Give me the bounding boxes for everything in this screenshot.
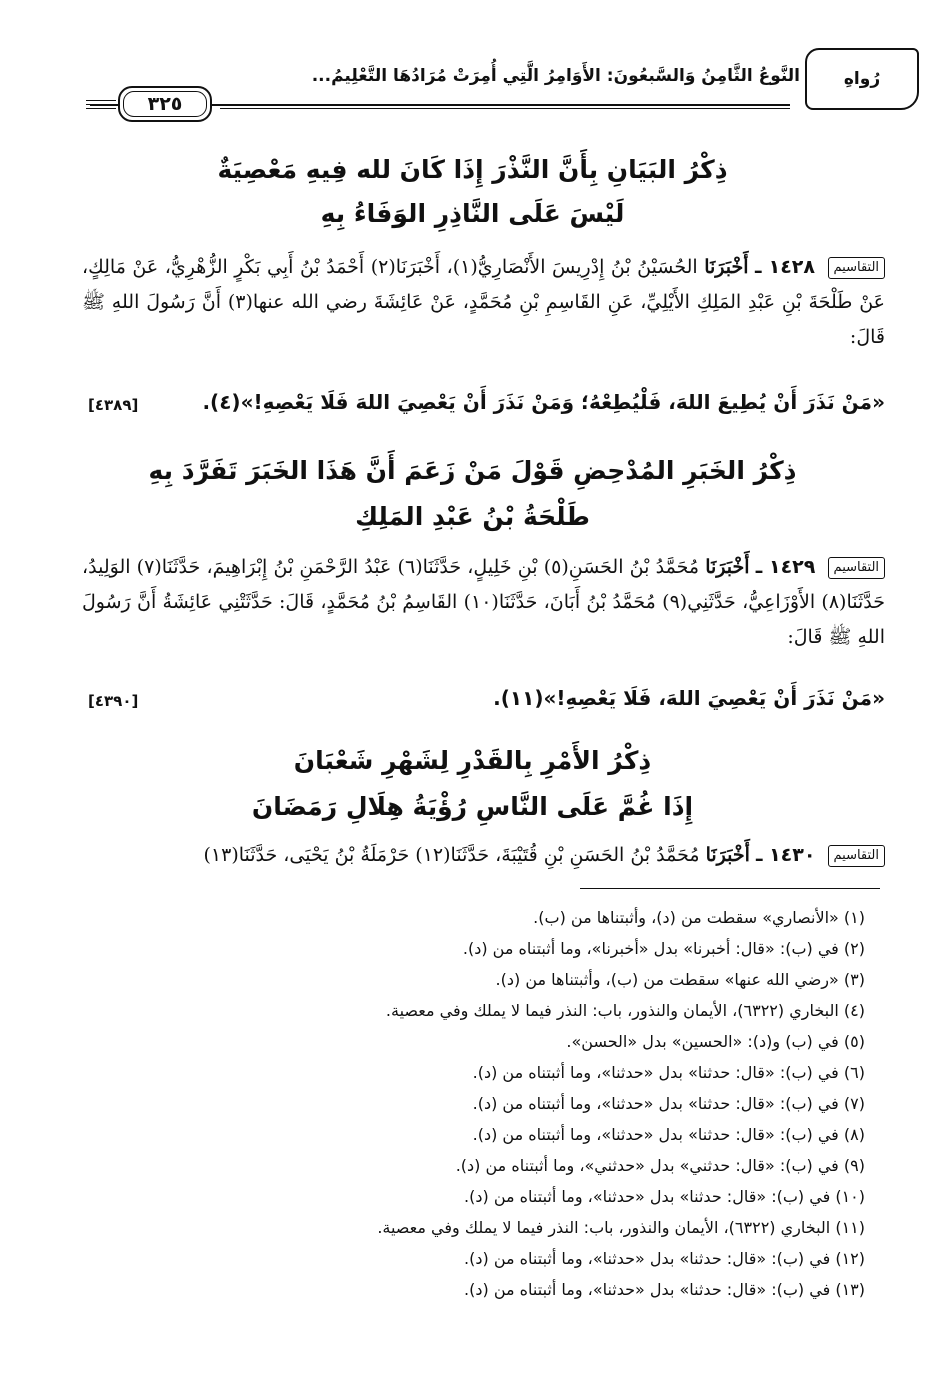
hadith-number: ١٤٢٨ ـ: [755, 256, 815, 278]
footnote: (٢) في (ب): «قال: أخبرنا» بدل «أخبرنا»، وما أثبتناه من (د).: [462, 939, 865, 958]
hadith-reference: [٤٣٨٩]: [88, 396, 139, 414]
hadith-chain: [82, 550, 885, 655]
footnote: (١١) البخاري (٦٣٢٢)، الأيمان والنذور، باب: النذر فيما لا يملك وفي معصية.: [377, 1218, 865, 1237]
page-number: ٣٢٥: [118, 86, 212, 122]
chain-text: الحُسَيْنُ بْنُ إِدْرِيسَ الأَنْصَارِيُّ(١)، أَخْبَرَنَا(٢) أَحْمَدُ بْنُ أَبِي بَكْرٍ الزُّهْرِيُّ، عَنْ مَالِكٍ، عَنْ طَلْحَةَ بْنِ عَبْدِ المَلِكِ الأَيْلِيِّ، عَنِ القَاسِمِ بْنِ مُحَمَّدٍ، عَنْ عَائِشَةَ رضي الله عنها(٣) أَنَّ رَسُولَ اللهِ ﷺ قَالَ:: [82, 256, 885, 348]
footnote: (٣) «رضي الله عنها» سقطت من (ب)، وأثبتناها من (د).: [495, 970, 865, 989]
hadith-number: ١٤٣٠ ـ: [755, 844, 816, 866]
taqasim-badge: التقاسيم: [828, 845, 886, 867]
series-logo: [805, 48, 919, 110]
hadith-number: ١٤٢٩ ـ: [755, 556, 816, 578]
logo-text: رُواهِ: [843, 69, 881, 89]
footnote: (٨) في (ب): «قال: حدثنا» بدل «حدثنا»، وما أثبتناه من (د).: [472, 1125, 865, 1144]
section-heading: ذِكْرُ الخَبَرِ المُدْحِضِ قَوْلَ مَنْ زَعَمَ أَنَّ هَذَا الخَبَرَ تَفَرَّدَ بِهِ: [148, 456, 797, 485]
footnote: (٤) البخاري (٦٣٢٢)، الأيمان والنذور، باب: النذر فيما لا يملك وفي معصية.: [385, 1001, 865, 1020]
hadith-text: «مَنْ نَذَرَ أَنْ يُطِيعَ اللهَ، فَلْيُطِعْهُ؛ وَمَنْ نَذَرَ أَنْ يَعْصِيَ اللهَ فَلَا يَعْصِهِ!»(٤).: [202, 390, 885, 414]
footnote: (٧) في (ب): «قال: حدثنا» بدل «حدثنا»، وما أثبتناه من (د).: [472, 1094, 865, 1113]
footnote: (١٢) في (ب): «قال: حدثنا» بدل «حدثنا»، وما أثبتناه من (د).: [464, 1249, 865, 1268]
chain-text: مُحَمَّدُ بْنُ الحَسَنِ بْنِ قُتَيْبَةَ، حَدَّثَنَا(١٢) حَرْمَلَةُ بْنُ يَحْيَى، حَدَّثَنَا(١٣): [203, 844, 700, 866]
section-heading: ذِكْرُ الأَمْرِ بِالقَدْرِ لِشَهْرِ شَعْبَانَ: [293, 746, 652, 775]
footnote: (٩) في (ب): «قال: حدثني» بدل «حدثني»، وما أثبتناه من (د).: [455, 1156, 865, 1175]
taqasim-badge: التقاسيم: [828, 257, 886, 279]
footnote: (١) «الأنصاري» سقطت من (د)، وأثبتناها من (ب).: [533, 908, 865, 927]
footnote: (١٠) في (ب): «قال: حدثنا» بدل «حدثنا»، وما أثبتناه من (د).: [464, 1187, 865, 1206]
header-rule-thin: [220, 108, 790, 109]
section-heading: لَيْسَ عَلَى النَّاذِرِ الوَفَاءُ بِهِ: [320, 199, 625, 228]
hadith-reference: [٤٣٩٠]: [88, 692, 139, 710]
chain-text: مُحَمَّدُ بْنُ الحَسَنِ(٥) بْنِ خَلِيلٍ، حَدَّثَنَا(٦) عَبْدُ الرَّحْمَنِ بْنُ إِبْرَاهِيمَ، حَدَّثَنَا(٧) الوَلِيدُ، حَدَّثَنَا(٨) الأَوْزَاعِيُّ، حَدَّثَنِي(٩) مُحَمَّدُ بْنُ أَبَانَ، حَدَّثَنَا(١٠) القَاسِمُ بْنُ مُحَمَّدٍ، قَالَ: حَدَّثَتْنِي عَائِشَةُ أَنَّ رَسُولَ اللهِ ﷺ قَالَ:: [82, 556, 885, 648]
akhbarana: أَخْبَرَنَا: [704, 256, 749, 278]
hadith-chain: [82, 250, 885, 355]
hadith-chain: [82, 838, 885, 873]
footnote: (٥) في (ب) و(د): «الحسين» بدل «الحسن».: [566, 1032, 865, 1051]
section-heading: إِذَا غُمَّ عَلَى النَّاسِ رُؤْيَةُ هِلَالِ رَمَضَانَ: [251, 792, 694, 821]
footnote: (١٣) في (ب): «قال: حدثنا» بدل «حدثنا»، وما أثبتناه من (د).: [464, 1280, 865, 1299]
akhbarana: أَخْبَرَنَا: [705, 556, 750, 578]
running-title: النَّوعُ الثَّامِنُ وَالسَّبعُونَ: الأَوَامِرُ الَّتِي أُمِرَتْ مُرَادُهَا التَّعْلِيمُ...: [311, 66, 800, 86]
footnote: (٦) في (ب): «قال: حدثنا» بدل «حدثنا»، وما أثبتناه من (د).: [472, 1063, 865, 1082]
header-ornament-lines: [86, 100, 116, 112]
taqasim-badge: التقاسيم: [828, 557, 886, 579]
section-heading: ذِكْرُ البَيَانِ بِأَنَّ النَّذْرَ إِذَا كَانَ لله فِيهِ مَعْصِيَةٌ: [217, 155, 728, 184]
footnote-rule: [580, 888, 880, 889]
section-heading: طَلْحَةُ بْنُ عَبْدِ المَلِكِ: [355, 502, 590, 531]
hadith-text: «مَنْ نَذَرَ أَنْ يَعْصِيَ اللهَ، فَلَا يَعْصِهِ!»(١١).: [493, 686, 885, 710]
akhbarana: أَخْبَرَنَا: [705, 844, 750, 866]
